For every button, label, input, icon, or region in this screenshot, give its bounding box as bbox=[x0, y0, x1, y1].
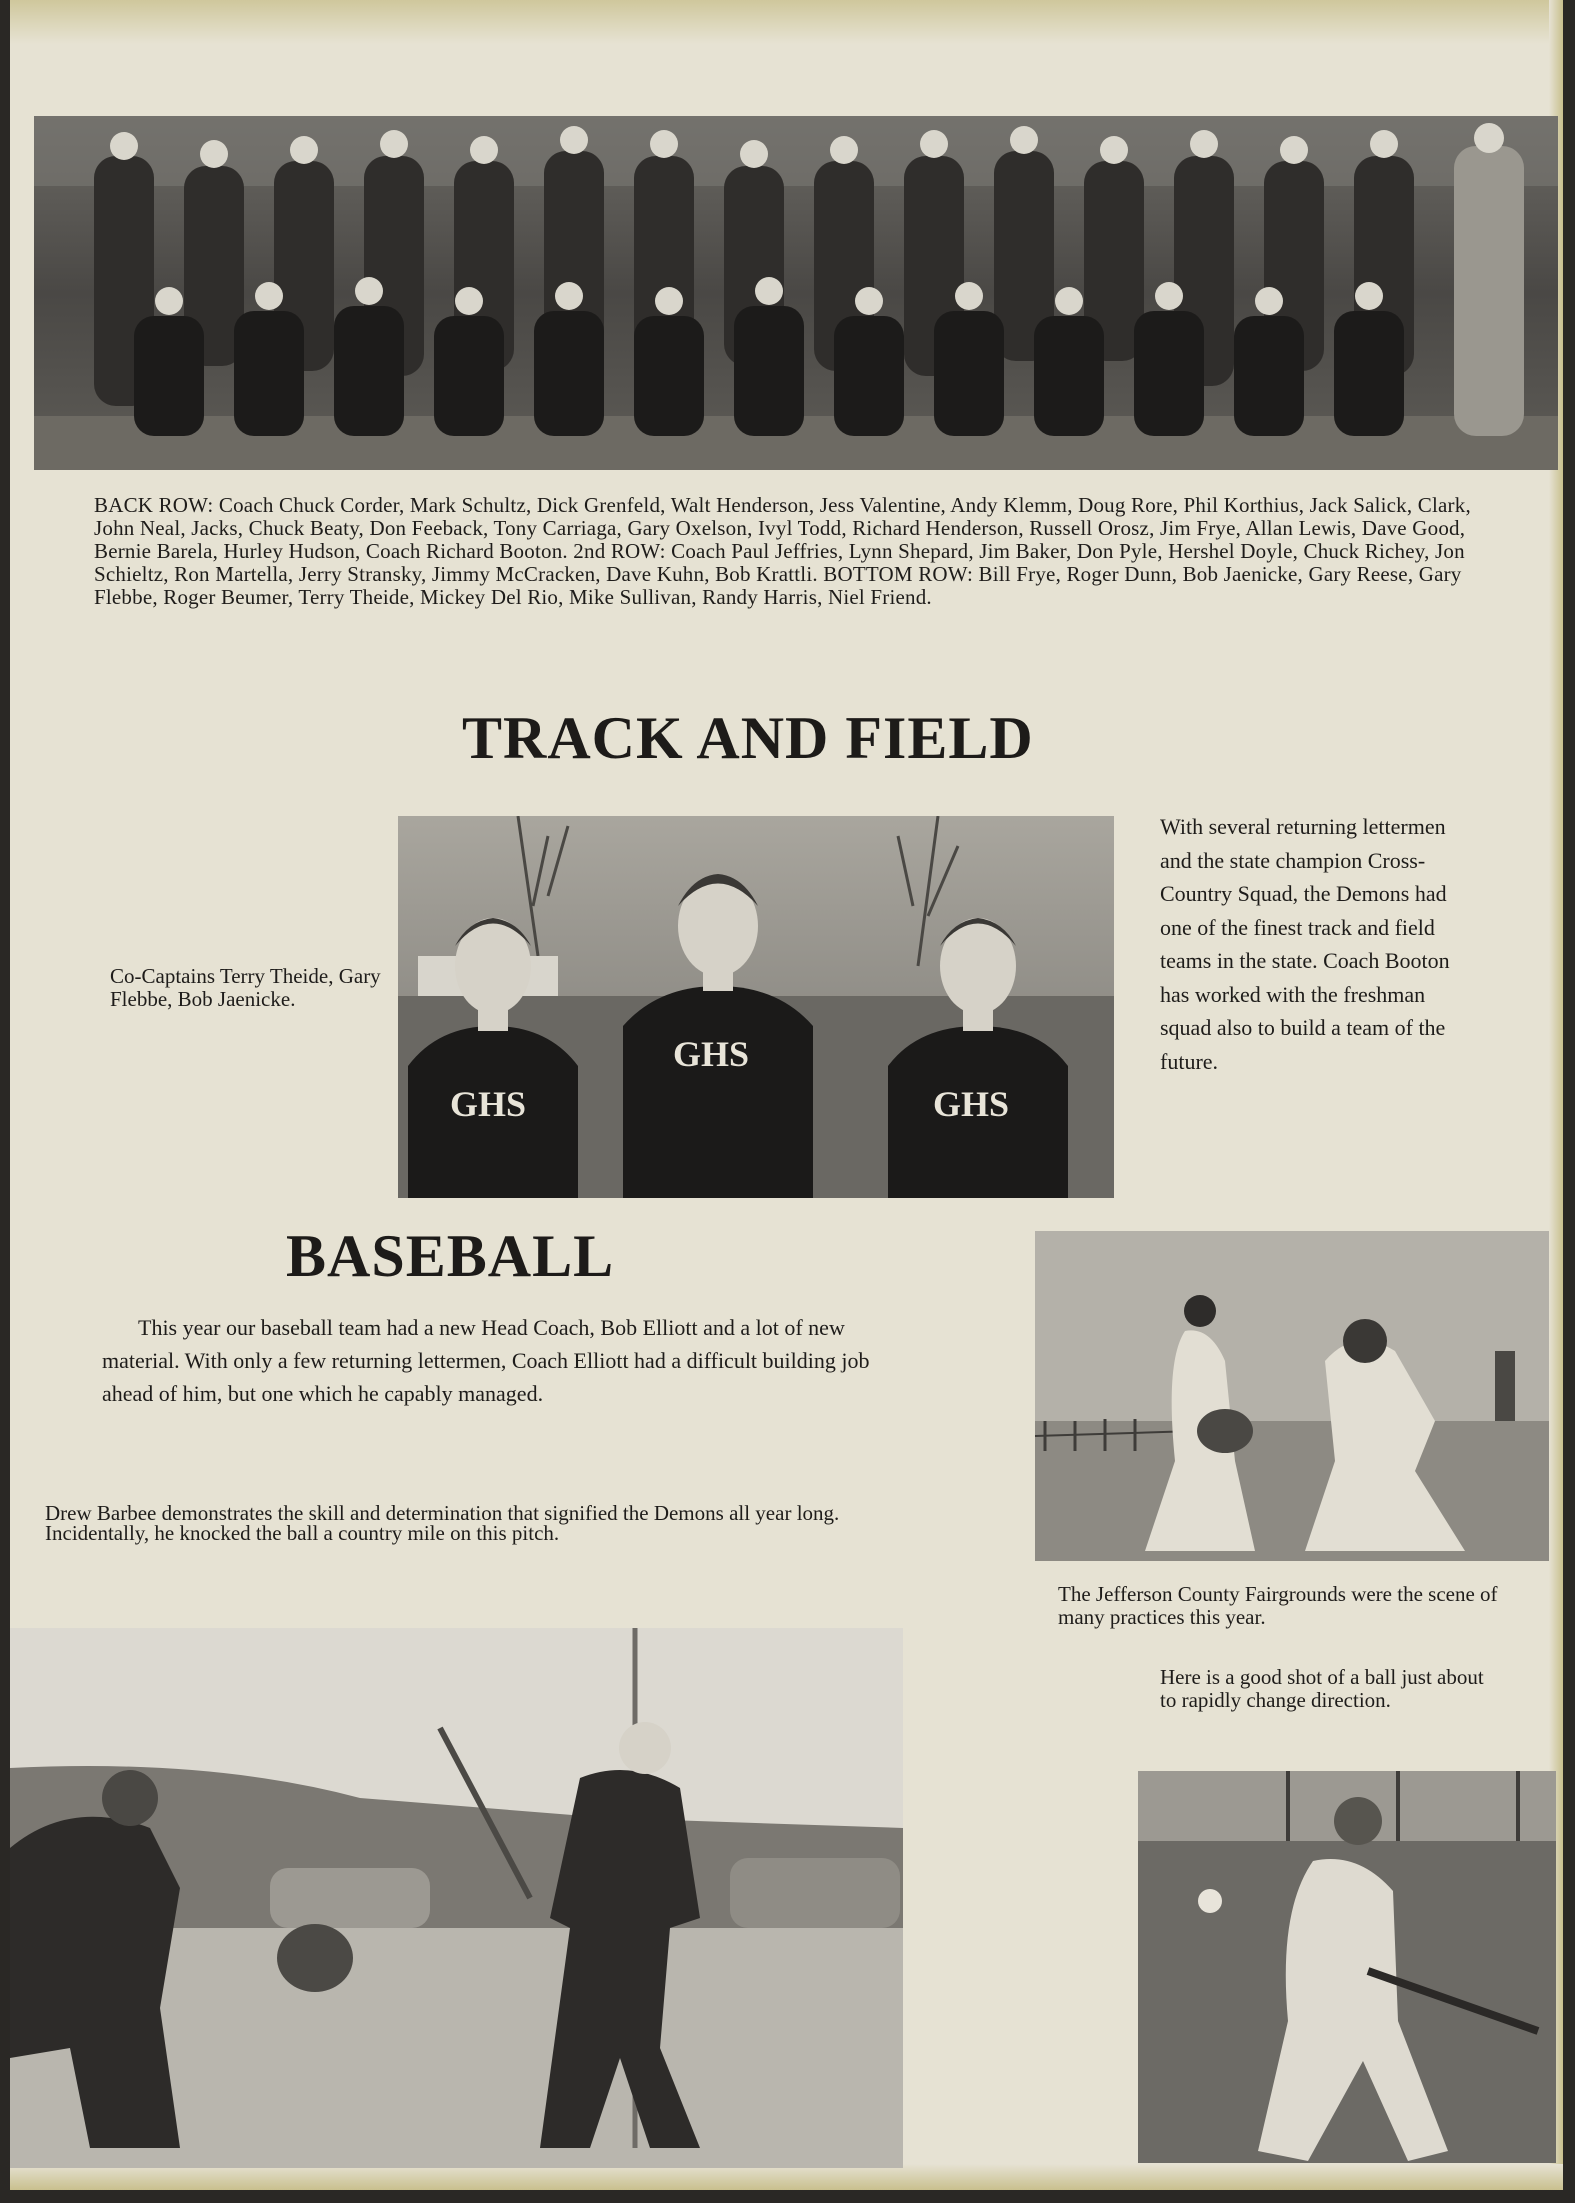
jersey-letters-left: GHS bbox=[450, 1084, 527, 1124]
co-captains-photo bbox=[398, 816, 1114, 1198]
drew-barbee-caption: Drew Barbee demonstrates the skill and determination that signified the Demons all year long. Incidentally, he knocked the ball a country mile on this pitch. bbox=[45, 1501, 840, 1545]
co-captains-caption: Co-Captains Terry Theide, Gary Flebbe, Bob Jaenicke. bbox=[110, 964, 381, 1011]
fairgrounds-practice-photo bbox=[1035, 1231, 1549, 1561]
ball-change-direction-caption: Here is a good shot of a ball just about to rapidly change direction. bbox=[1160, 1665, 1484, 1712]
track-and-field-heading: TRACK AND FIELD bbox=[462, 705, 1034, 771]
baseball-blurb: This year our baseball team had a new Head Coach, Bob Elliott and a lot of new material. With only a few returning lettermen, Coach Elliott had a difficult building job ahead of him, but one which he capably managed. bbox=[102, 1315, 870, 1406]
ball-in-flight-photo bbox=[1138, 1771, 1556, 2163]
track-blurb: With several returning lettermen and the state champion Cross-Country Squad, the Demons had one of the finest track and field teams in the state. Coach Booton has worked with the freshman squad also to build a team of the future. bbox=[1160, 814, 1450, 1074]
team-roster-caption: BACK ROW: Coach Chuck Corder, Mark Schultz, Dick Grenfeld, Walt Henderson, Jess Valentine, Andy Klemm, Doug Rore, Phil Korthius, Jack Salick, Clark, John Neal, Jacks, Chuck Beaty, Don Feeback, Tony Carriaga, Gary Oxelson, Ivyl Todd, Richard Henderson, Russell Orosz, Jim Frye, Allan Lewis, Dave Good, Bernie Barela, Hurley Hudson, Coach Richard Booton. 2nd ROW: Coach Paul Jeffries, Lynn Shepard, Jim Baker, Don Pyle, Hershel Doyle, Chuck Richey, Jon Schieltz, Ron Martella, Jerry Stransky, Jimmy McCracken, Dave Kuhn, Bob Krattli. BOTTOM ROW: Bill Frye, Roger Dunn, Bob Jaenicke, Gary Reese, Gary Flebbe, Roger Beumer, Terry Theide, Mickey Del Rio, Mike Sullivan, Randy Harris, Niel Friend. bbox=[94, 493, 1471, 609]
batter-and-catcher-photo bbox=[10, 1628, 903, 2168]
team-photo bbox=[34, 116, 1558, 470]
yearbook-page bbox=[10, 0, 1563, 2190]
jersey-letters-center: GHS bbox=[673, 1034, 750, 1074]
jersey-letters-right: GHS bbox=[933, 1084, 1010, 1124]
fairgrounds-caption: The Jefferson County Fairgrounds were the scene of many practices this year. bbox=[1058, 1582, 1498, 1629]
page-edge-top bbox=[10, 0, 1563, 44]
baseball-heading: BASEBALL bbox=[286, 1223, 615, 1289]
